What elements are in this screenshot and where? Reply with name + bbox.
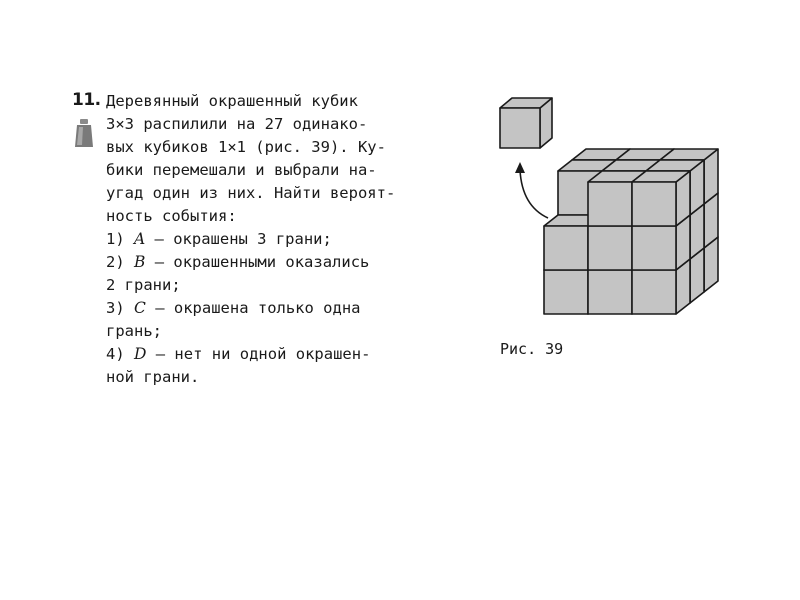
small-cube-front-face bbox=[544, 226, 588, 270]
problem-line: 3×3 распилили на 27 одинако- bbox=[106, 115, 368, 133]
problem-line: вых кубиков 1×1 (рис. 39). Ку- bbox=[106, 138, 386, 156]
event-item-b-cont: 2 грани; bbox=[106, 276, 181, 294]
removed-cube-front-face bbox=[500, 108, 540, 148]
cube-figure bbox=[492, 94, 736, 326]
small-cube-front-face bbox=[632, 270, 676, 314]
figure-caption: Рис. 39 bbox=[500, 340, 564, 358]
problem-line: угад один из них. Найти вероят- bbox=[106, 184, 396, 202]
event-item-d: 4) D — нет ни одной окрашен- bbox=[106, 345, 371, 363]
problem-line: бики перемешали и выбрали на- bbox=[106, 161, 377, 179]
arrow-head-icon bbox=[515, 162, 525, 173]
problem-line: ность события: bbox=[106, 207, 237, 225]
event-item-d-cont: ной грани. bbox=[106, 368, 200, 386]
small-cube-front-face bbox=[544, 270, 588, 314]
small-cube-front-face bbox=[588, 270, 632, 314]
arrow-curve bbox=[520, 170, 548, 218]
problem-number: 11. bbox=[72, 90, 101, 110]
small-cube-front-face bbox=[632, 182, 676, 226]
event-item-b: 2) B — окрашенными оказались bbox=[106, 253, 370, 271]
event-item-c-cont: грань; bbox=[106, 322, 162, 340]
small-cube-front-face bbox=[588, 182, 632, 226]
weight-icon bbox=[74, 118, 94, 148]
event-item-a: 1) A — окрашены 3 грани; bbox=[106, 230, 332, 248]
problem-line: Деревянный окрашенный кубик bbox=[106, 92, 358, 110]
small-cube-front-face bbox=[588, 226, 632, 270]
event-item-c: 3) C — окрашена только одна bbox=[106, 299, 361, 317]
small-cube-front-face bbox=[632, 226, 676, 270]
problem-text bbox=[106, 90, 466, 389]
